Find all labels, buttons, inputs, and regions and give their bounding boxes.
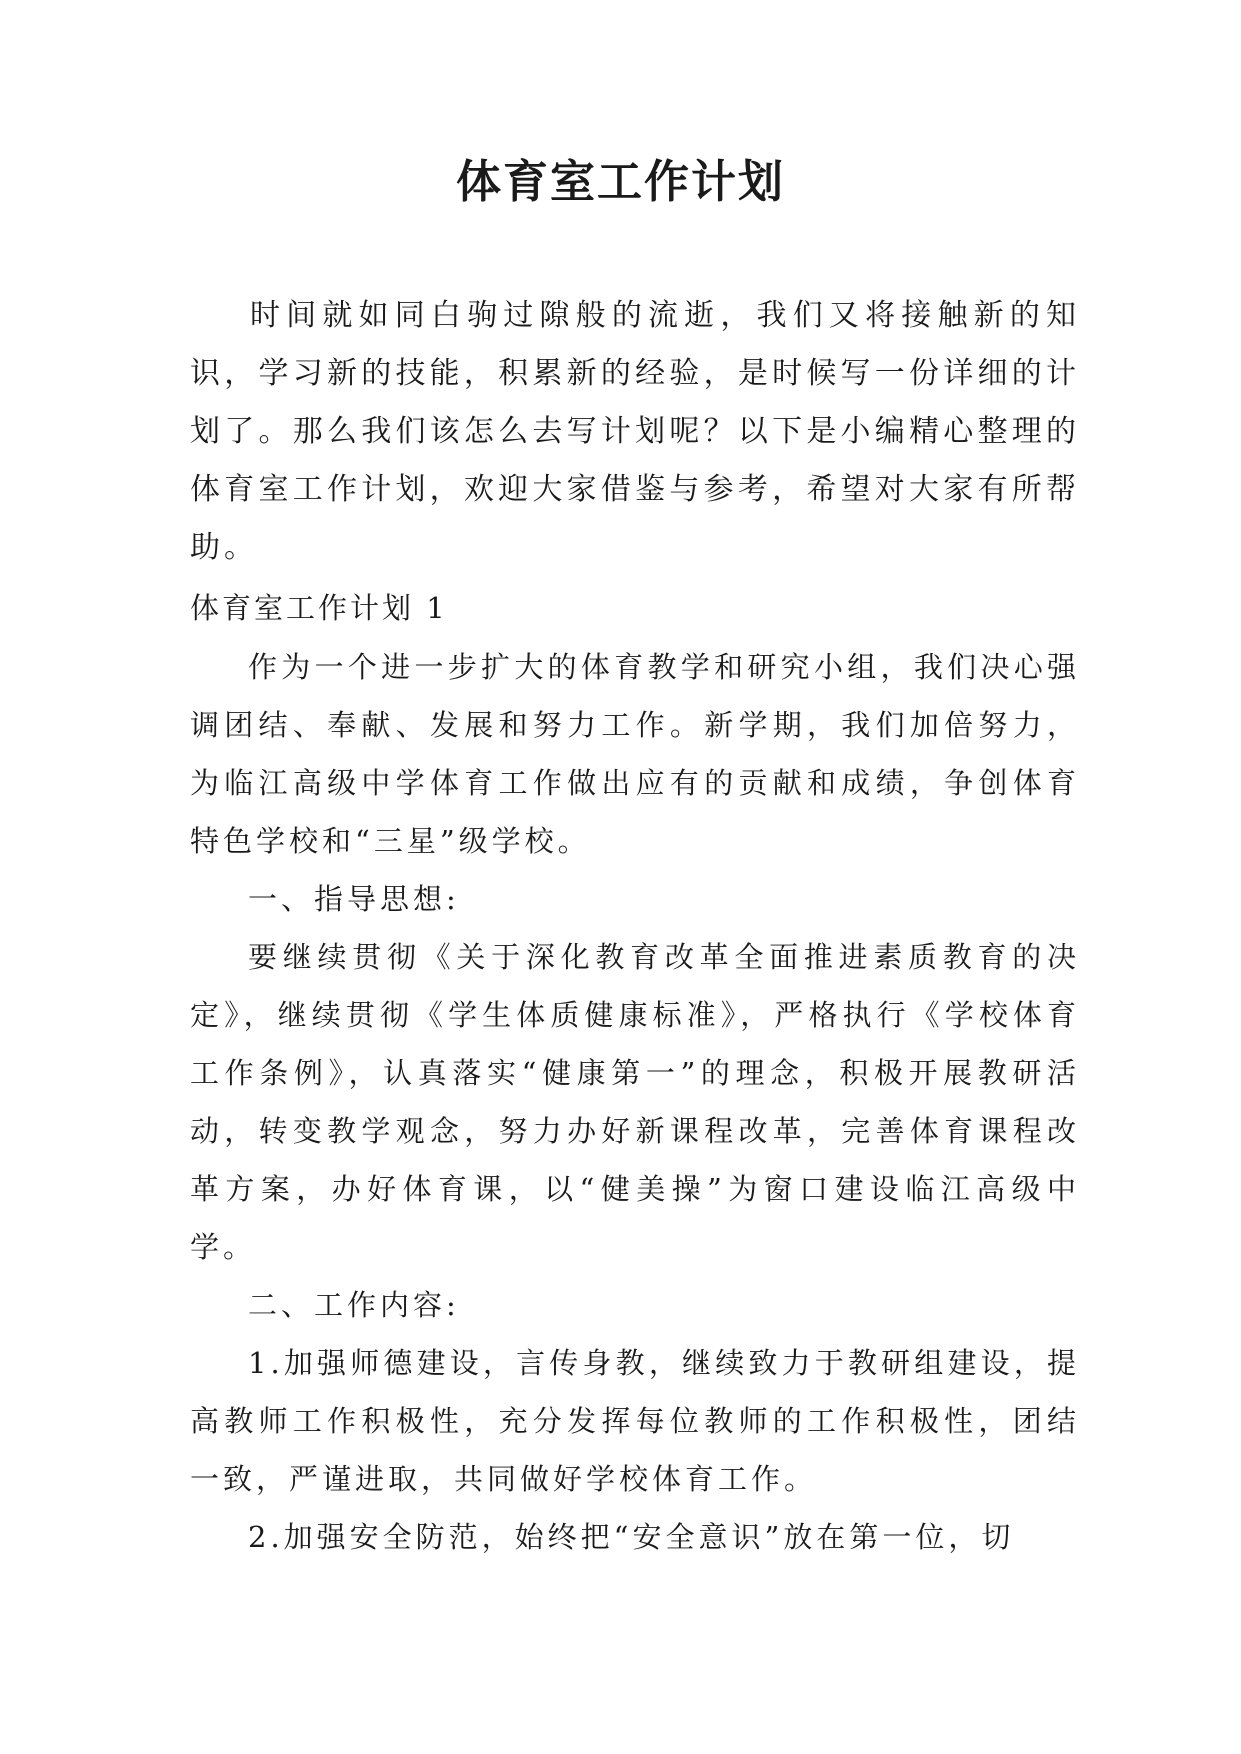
intro-paragraph: 时间就如同白驹过隙般的流逝，我们又将接触新的知识，学习新的技能，积累新的经验，是时候写一份详细的计划了。那么我们该怎么去写计划呢？以下是小编精心整理的体育室工作计划，欢迎大家借鉴与参考，希望对大家有所帮助。: [190, 298, 1080, 565]
subsection-heading: 一、指导思想:: [248, 882, 460, 916]
list-item: 1.加强师德建设，言传身教，继续致力于教研组建设，提高教师工作积极性，充分发挥每位教师的工作积极性，团结一致，严谨进取，共同做好学校体育工作。: [190, 1346, 1080, 1496]
body-paragraph: 要继续贯彻《关于深化教育改革全面推进素质教育的决定》，继续贯彻《学生体质健康标准》，严格执行《学校体育工作条例》，认真落实“健康第一”的理念，积极开展教研活动，转变教学观念，努力办好新课程改革，完善体育课程改革方案，办好体育课，以“健美操”为窗口建设临江高级中学。: [190, 940, 1080, 1264]
body-paragraph: 作为一个进一步扩大的体育教学和研究小组，我们决心强调团结、奉献、发展和努力工作。新学期，我们加倍努力，为临江高级中学体育工作做出应有的贡献和成绩，争创体育特色学校和“三星”级学校。: [190, 650, 1080, 858]
subsection-heading: 二、工作内容:: [248, 1288, 460, 1322]
section-title: 体育室工作计划 1: [190, 591, 448, 625]
list-item: 2.加强安全防范，始终把“安全意识”放在第一位，切: [248, 1520, 1015, 1554]
document-title: 体育室工作计划: [455, 155, 785, 208]
